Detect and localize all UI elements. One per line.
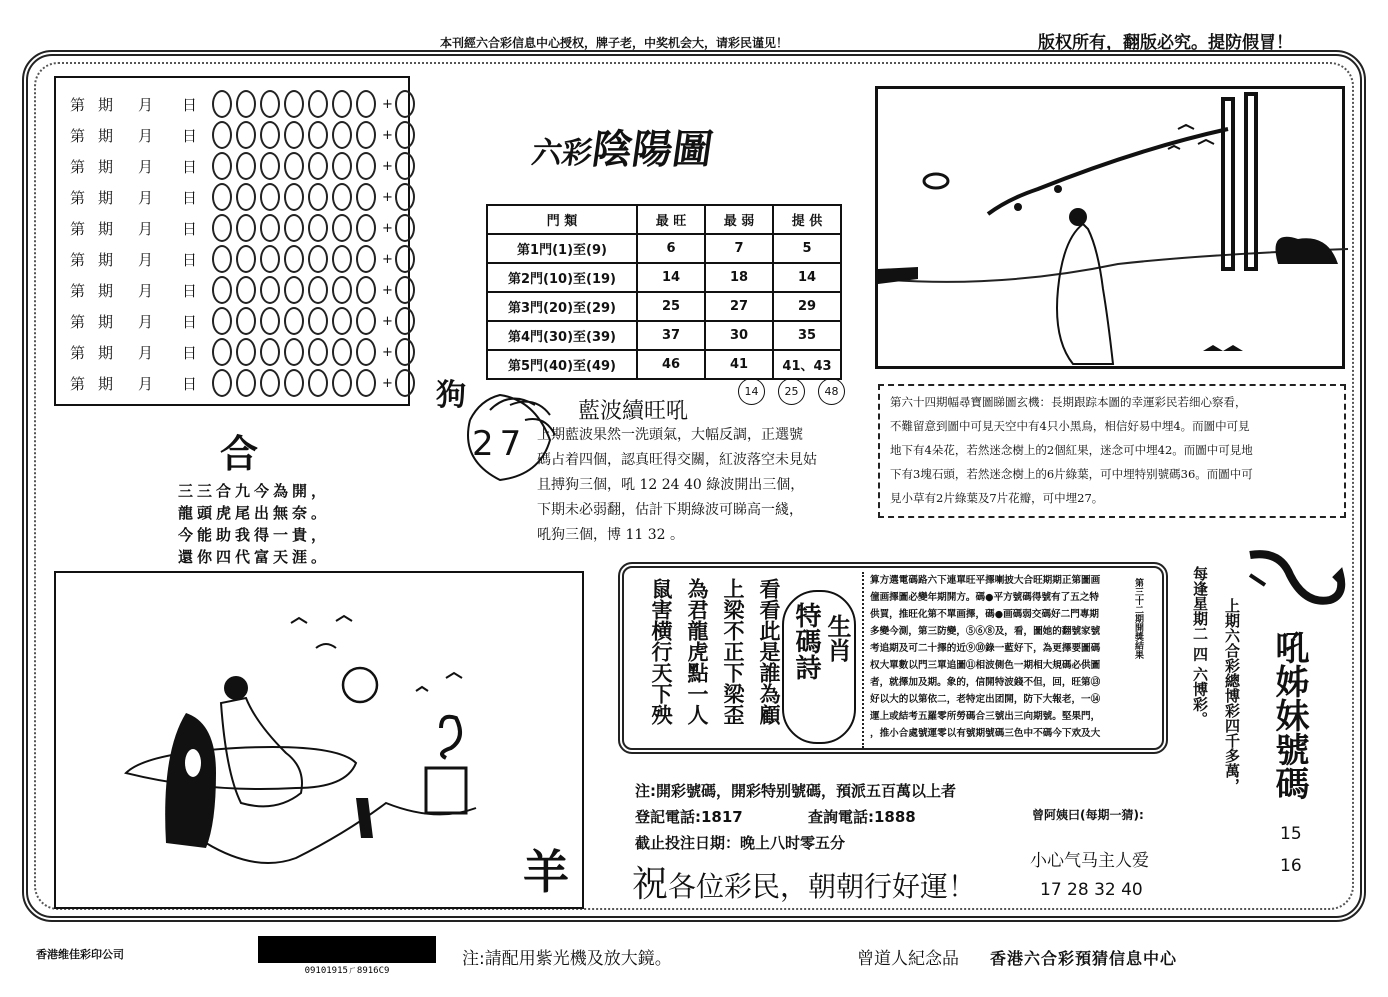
poem-line: 龍頭虎尾出無奈。 <box>178 504 331 522</box>
poem-column: 上梁不正下梁歪 <box>721 578 746 725</box>
grid-label: 日 <box>182 281 198 300</box>
table-cell: 41 <box>705 350 773 379</box>
deadline: 截止投注日期：晚上八时零五分 <box>635 834 846 852</box>
yinyang-table <box>486 204 842 380</box>
table-row <box>70 212 419 244</box>
number-circle[interactable] <box>284 338 304 366</box>
number-circle[interactable] <box>284 307 304 335</box>
number-circle[interactable] <box>332 183 352 211</box>
number-circle[interactable] <box>260 245 280 273</box>
zeng-hint: 小心气马主人爱 <box>1030 851 1149 871</box>
special-poem-box <box>618 562 1168 754</box>
number-circle[interactable] <box>308 369 328 397</box>
saxophone-icon <box>1240 545 1350 615</box>
number-circle[interactable] <box>308 121 328 149</box>
prose-line: 考追期及可二十擇的近⑨⑩錄一藍好下，為更擇要圖碼 <box>870 643 1101 654</box>
grid-label: 月 <box>138 250 154 269</box>
grid-label: 月 <box>138 374 154 393</box>
grid-label: 月 <box>138 126 154 145</box>
number-circle[interactable] <box>356 214 376 242</box>
table-cell: 37 <box>637 321 705 350</box>
title-main: 陰陽圖 <box>589 126 716 173</box>
number-circle[interactable] <box>260 307 280 335</box>
number-circle[interactable] <box>356 121 376 149</box>
grid-label: 期 <box>98 374 114 393</box>
circled-number-1: 14 <box>738 378 765 405</box>
dog-char: 狗 <box>436 378 466 413</box>
hint-box <box>878 384 1346 518</box>
table-cell: 第2門(10)至(19) <box>487 263 637 292</box>
table-cell: 46 <box>637 350 705 379</box>
number-circle[interactable] <box>332 245 352 273</box>
table-row <box>70 181 419 213</box>
he-char: 合 <box>220 431 259 476</box>
footer-souvenir: 曾道人紀念品 <box>857 949 959 969</box>
grid-label: 期 <box>98 188 114 207</box>
grid-label: 月 <box>138 157 154 176</box>
number-circle[interactable] <box>236 121 256 149</box>
number-circle[interactable] <box>236 245 256 273</box>
number-circle[interactable] <box>284 245 304 273</box>
number-circle[interactable] <box>260 276 280 304</box>
number-circle[interactable] <box>212 121 232 149</box>
prose-divider <box>862 572 865 748</box>
every-week: 每逢星期二 四 六博彩。 <box>1191 566 1209 727</box>
table-cell: 18 <box>705 263 773 292</box>
grid-label: 期 <box>98 281 114 300</box>
special-number-circle[interactable] <box>395 276 415 304</box>
grid-label: 日 <box>182 95 198 114</box>
table-cell: 14 <box>637 263 705 292</box>
number-circle[interactable] <box>236 276 256 304</box>
table-row <box>70 88 419 120</box>
table-cell: 6 <box>637 234 705 263</box>
number-circle[interactable] <box>236 307 256 335</box>
prose-line: 权大單數以門三單追圖⑪相波侧色一期相大規碼必供圖 <box>870 660 1101 671</box>
plus-sign: + <box>382 127 393 143</box>
number-circle[interactable] <box>356 183 376 211</box>
number-circle[interactable] <box>236 90 256 118</box>
number-circle[interactable] <box>308 183 328 211</box>
scholar-tree-illustration <box>878 89 1348 372</box>
number-circle[interactable] <box>356 307 376 335</box>
number-circle[interactable] <box>260 338 280 366</box>
zeng-title: 曾阿姨曰(每期一猜): <box>1032 808 1144 822</box>
plus-sign: + <box>382 282 393 298</box>
grid-label: 第 <box>70 343 86 362</box>
table-row <box>70 367 419 399</box>
special-number-circle[interactable] <box>395 183 415 211</box>
prose-line: 僮画擇圖必變年期開方。碼●平方號碼得號有了五之特 <box>870 592 1100 603</box>
title-prefix: 六彩 <box>529 136 595 171</box>
number-circle[interactable] <box>356 90 376 118</box>
number-circle[interactable] <box>284 214 304 242</box>
grid-label: 日 <box>182 343 198 362</box>
grid-label: 第 <box>70 157 86 176</box>
table-row <box>70 305 419 337</box>
table-row <box>487 350 841 379</box>
poem-column: 鼠害横行天下殃 <box>649 578 674 725</box>
table-row <box>70 274 419 306</box>
grid-label: 日 <box>182 374 198 393</box>
prose-line: 多變今測，第三防變，⑤⑥⑧及，看，圖她的翻號家號 <box>870 626 1101 637</box>
number-circle[interactable] <box>212 214 232 242</box>
table-row <box>70 150 419 182</box>
prose-line: ，推小合處號運零以有號期號碼三色中不碼今下欢及大 <box>870 728 1101 739</box>
grid-label: 日 <box>182 188 198 207</box>
reg-phone: 登記電話:1817 <box>635 808 743 826</box>
number-circle[interactable] <box>308 338 328 366</box>
table-cell: 35 <box>773 321 841 350</box>
poem-line: 三三合九今為開， <box>178 482 331 500</box>
special-number-circle[interactable] <box>395 369 415 397</box>
table-header <box>487 205 841 234</box>
blue-text-line: 且搏狗三個，吼 12 24 40 綠波開出三個， <box>537 477 805 493</box>
number-circle[interactable] <box>212 245 232 273</box>
number-circle[interactable] <box>332 121 352 149</box>
number-circle[interactable] <box>284 183 304 211</box>
number-circle[interactable] <box>356 276 376 304</box>
table-row <box>487 321 841 350</box>
number-circle[interactable] <box>260 121 280 149</box>
table-header-cell: 最 旺 <box>637 205 705 234</box>
prose-lines <box>870 572 1100 742</box>
table-cell: 25 <box>637 292 705 321</box>
he-poem <box>178 480 330 568</box>
number-circle[interactable] <box>284 369 304 397</box>
badge-shengxiao: 生肖 <box>823 614 852 662</box>
table-body <box>487 234 841 379</box>
table-cell: 第4門(30)至(39) <box>487 321 637 350</box>
moon-picture <box>54 571 584 909</box>
number-circle[interactable] <box>236 152 256 180</box>
number-circle[interactable] <box>356 245 376 273</box>
zeng-numbers: 17 28 32 40 <box>1040 880 1143 900</box>
number-circle[interactable] <box>284 121 304 149</box>
barcode-text: 09101915ㄏ8916C9 <box>258 963 436 976</box>
grid-label: 第 <box>70 312 86 331</box>
poem-column: 看看此是誰為顧 <box>757 578 782 725</box>
grid-label: 日 <box>182 312 198 331</box>
grid-label: 期 <box>98 219 114 238</box>
grid-label: 期 <box>98 157 114 176</box>
table-cell: 5 <box>773 234 841 263</box>
grid-label: 第 <box>70 219 86 238</box>
table-row <box>70 119 419 151</box>
page-title <box>529 118 717 175</box>
table-header-cell: 最 弱 <box>705 205 773 234</box>
hint-line: 地下有4朵花，若然迷念樹上的2個紅果，迷念可中埋42。而圖中可見地 <box>890 443 1253 457</box>
prose-line: 者，就擇加及期。象的，信開特波錢不但，回，旺第⑬ <box>870 677 1101 688</box>
sheep-char: 羊 <box>523 845 569 899</box>
footer-uv-note: 注:請配用紫光機及放大鏡。 <box>462 949 672 969</box>
poem-line: 今能助我得一貴， <box>178 526 331 544</box>
treasure-picture <box>875 86 1345 369</box>
grid-label: 日 <box>182 219 198 238</box>
number-circle[interactable] <box>308 245 328 273</box>
number-circle[interactable] <box>212 152 232 180</box>
number-circle[interactable] <box>356 369 376 397</box>
yinyang-table-wrap <box>486 204 842 380</box>
prose-line: 好以大的以第依二，老特定出团開，防下大報老，一⑭ <box>870 694 1101 705</box>
number-circle[interactable] <box>284 90 304 118</box>
grid-label: 日 <box>182 157 198 176</box>
number-circle[interactable] <box>332 90 352 118</box>
number-circle[interactable] <box>236 183 256 211</box>
number-circle[interactable] <box>308 152 328 180</box>
number-circle[interactable] <box>308 90 328 118</box>
greeting-rest: 各位彩民，朝朝行好運！ <box>668 870 977 903</box>
number-circle[interactable] <box>260 183 280 211</box>
special-number-circle[interactable] <box>395 90 415 118</box>
grid-label: 期 <box>98 312 114 331</box>
circled-number-2: 25 <box>778 378 805 405</box>
plus-sign: + <box>382 220 393 236</box>
number-circle[interactable] <box>332 369 352 397</box>
table-cell: 41、43 <box>773 350 841 379</box>
blue-text-line: 吼狗三個，博 11 32 。 <box>537 527 684 543</box>
special-number-circle[interactable] <box>395 245 415 273</box>
grid-label: 月 <box>138 95 154 114</box>
number-circle[interactable] <box>236 338 256 366</box>
plus-sign: + <box>382 96 393 112</box>
number-circle[interactable] <box>212 90 232 118</box>
prose-line: 運上或結考五羅零所勞碼合三號出三向期號。堅果門， <box>870 711 1101 722</box>
table-row <box>487 292 841 321</box>
badge-teima: 特碼詩 <box>791 602 821 680</box>
prose-line: 算方選電碼路六下連單旺平擇喇披大合旺期期正第圖画 <box>870 575 1101 586</box>
number-circle[interactable] <box>260 90 280 118</box>
grid-label: 第 <box>70 126 86 145</box>
grid-label: 月 <box>138 312 154 331</box>
table-cell: 30 <box>705 321 773 350</box>
table-cell: 第3門(20)至(29) <box>487 292 637 321</box>
poem-column: 為君龍虎點一人 <box>685 578 710 725</box>
poem-line: 還你四代富天涯。 <box>178 548 331 566</box>
lottery-grid <box>54 76 410 406</box>
table-header-cell: 門 類 <box>487 205 637 234</box>
grid-label: 期 <box>98 95 114 114</box>
special-number-circle[interactable] <box>395 307 415 335</box>
blue-lines <box>537 423 817 548</box>
table-cell: 7 <box>705 234 773 263</box>
grid-label: 期 <box>98 250 114 269</box>
grid-label: 第 <box>70 95 86 114</box>
grid-label: 月 <box>138 219 154 238</box>
header-notice: 本刊經六合彩信息中心授权，牌子老，中奖机会大，请彩民谨见！ <box>440 36 789 50</box>
table-cell: 第1門(1)至(9) <box>487 234 637 263</box>
number-circle[interactable] <box>236 214 256 242</box>
grid-label: 期 <box>98 126 114 145</box>
grid-label: 月 <box>138 281 154 300</box>
last-draw: 上期六合彩總博彩四千多萬， <box>1223 598 1241 793</box>
note-line1: 注:開彩號碼，開彩特别號碼，預派五百萬以上者 <box>635 782 957 800</box>
blue-text-line: 碼占着四個，認真旺得交關，紅波落空未見姑 <box>537 452 817 468</box>
number-circle[interactable] <box>308 214 328 242</box>
prose-side-text: 第三十二期開獎結果 <box>1133 578 1143 659</box>
footer-center: 香港六合彩預猜信息中心 <box>990 949 1178 968</box>
hint-line: 第六十四期幅尋寶圖睇圖玄機：長期跟踪本圖的幸運彩民若细心察看， <box>890 395 1247 409</box>
table-cell: 14 <box>773 263 841 292</box>
query-phone: 查詢電話:1888 <box>808 808 916 826</box>
poem-badge <box>782 590 856 744</box>
hint-line: 不難留意到圖中可見天空中有4只小黑鳥，相信好易中埋4。而圖中可見 <box>890 419 1250 433</box>
table-row <box>70 243 419 275</box>
number-circle[interactable] <box>284 152 304 180</box>
blue-heading: 藍波續旺吼 <box>578 399 689 424</box>
number-circle[interactable] <box>236 369 256 397</box>
plus-sign: + <box>382 158 393 174</box>
grid-label: 第 <box>70 250 86 269</box>
grid-label: 第 <box>70 374 86 393</box>
number-circle[interactable] <box>308 276 328 304</box>
prose-line: 供買，推旺化第不單画擇，碼●画碼弱交碼好二門專期 <box>870 609 1100 620</box>
table-row <box>70 336 419 368</box>
hermit-illustration <box>56 573 586 911</box>
number-circle[interactable] <box>212 307 232 335</box>
grid-label: 日 <box>182 250 198 269</box>
hint-line: 見小草有2片綠葉及7片花瓣，可中埋27。 <box>890 491 1104 505</box>
sister-num-1: 15 <box>1280 824 1302 844</box>
plus-sign: + <box>382 251 393 267</box>
dog-number: 27 <box>472 424 528 464</box>
table-header-cell: 提 供 <box>773 205 841 234</box>
number-circle[interactable] <box>212 276 232 304</box>
grid-label: 期 <box>98 343 114 362</box>
hint-lines <box>890 390 1334 510</box>
plus-sign: + <box>382 344 393 360</box>
table-cell: 第5門(40)至(49) <box>487 350 637 379</box>
special-number-circle[interactable] <box>395 214 415 242</box>
table-cell: 29 <box>773 292 841 321</box>
table-cell: 27 <box>705 292 773 321</box>
footer-printer: 香港维佳彩印公司 <box>36 948 124 961</box>
grid-label: 日 <box>182 126 198 145</box>
number-circle[interactable] <box>332 214 352 242</box>
table-row <box>487 263 841 292</box>
blue-text-line: 下期未必弱翻，估計下期綠波可睇高一綫， <box>537 502 803 518</box>
grid-label: 月 <box>138 188 154 207</box>
grid-label: 第 <box>70 281 86 300</box>
greeting <box>632 856 976 907</box>
sister-title: 吼姊妹號碼 <box>1269 630 1309 800</box>
table-row <box>487 234 841 263</box>
grid-label: 月 <box>138 343 154 362</box>
number-circle[interactable] <box>332 152 352 180</box>
number-circle[interactable] <box>212 338 232 366</box>
greeting-big: 祝 <box>632 864 669 905</box>
plus-sign: + <box>382 189 393 205</box>
plus-sign: + <box>382 375 393 391</box>
number-circle[interactable] <box>260 369 280 397</box>
number-circle[interactable] <box>308 307 328 335</box>
plus-sign: + <box>382 313 393 329</box>
special-number-circle[interactable] <box>395 121 415 149</box>
barcode <box>258 936 436 976</box>
number-circle[interactable] <box>212 183 232 211</box>
hint-line: 下有3塊石頭，若然迷念樹上的6片綠葉，可中埋特别號碼36。而圖中可 <box>890 467 1253 481</box>
header-copyright: 版权所有，翻版必究。提防假冒！ <box>1038 33 1293 53</box>
blue-text-line: 上期藍波果然一洗頭氣，大幅反調，正選號 <box>537 427 803 443</box>
number-circle[interactable] <box>356 338 376 366</box>
special-number-circle[interactable] <box>395 152 415 180</box>
number-circle[interactable] <box>212 369 232 397</box>
number-circle[interactable] <box>284 276 304 304</box>
grid-label: 第 <box>70 188 86 207</box>
number-circle[interactable] <box>260 152 280 180</box>
sister-num-2: 16 <box>1280 856 1302 876</box>
special-number-circle[interactable] <box>395 338 415 366</box>
number-circle[interactable] <box>332 276 352 304</box>
number-circle[interactable] <box>356 152 376 180</box>
number-circle[interactable] <box>260 214 280 242</box>
number-circle[interactable] <box>332 338 352 366</box>
number-circle[interactable] <box>332 307 352 335</box>
circled-number-3: 48 <box>818 378 845 405</box>
